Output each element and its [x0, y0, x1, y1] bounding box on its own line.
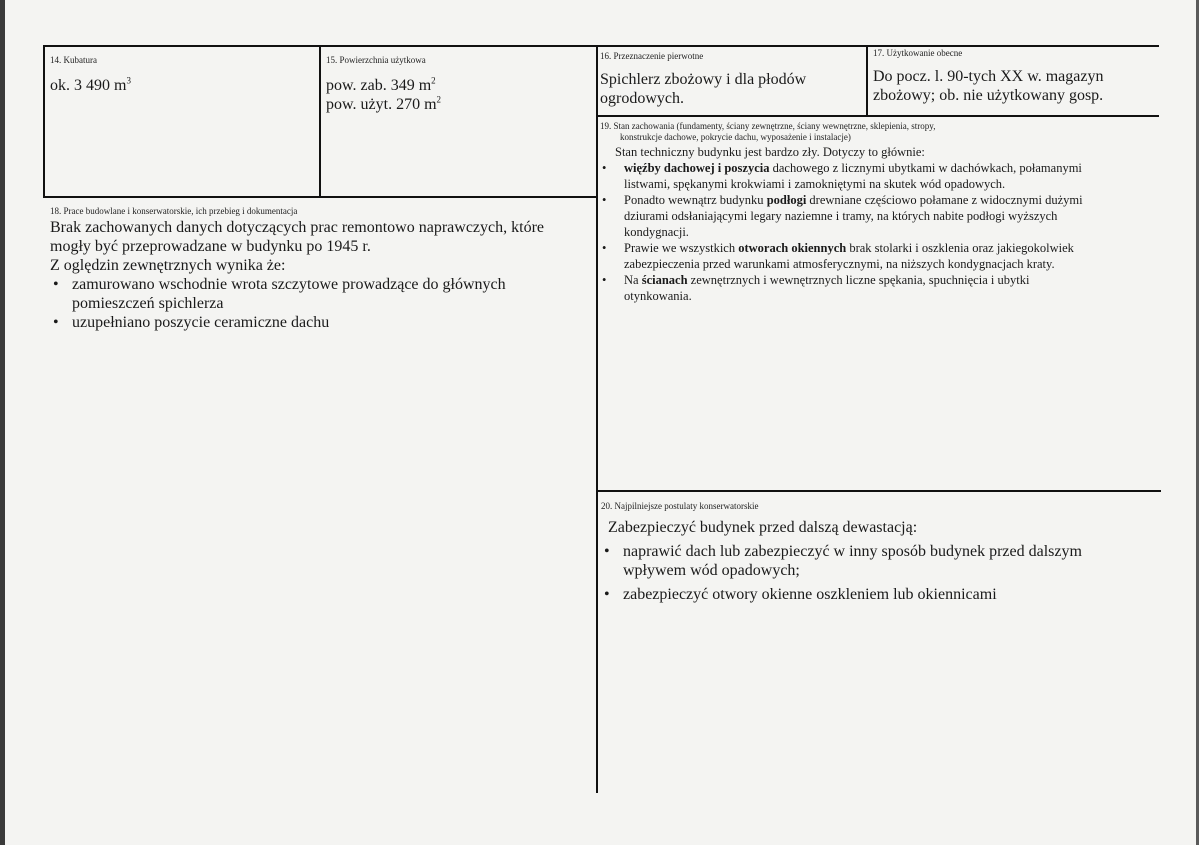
field-15-line1: pow. zab. 349 $m^2$ [326, 75, 436, 94]
field-18-list [50, 275, 590, 332]
field-15-line2: pow. użyt. 270 $m^2$ [326, 94, 442, 113]
field-15-label: 15. Powierzchnia użytkowa [326, 55, 426, 65]
field-19-item-1: • więźby dachowej i poszycia dachowego z licznymi ubytkami w dachówkach, połamanymi listwami, spękanymi krokwiami i zamokniętymi na skutek wód opadowych. [600, 160, 1155, 192]
field-14-label: 14. Kubatura [50, 55, 97, 65]
field-17-value-1: Do pocz. l. 90-tych XX w. magazyn [873, 68, 1104, 85]
field-19-stan [600, 121, 1155, 304]
field-14-kubatura [50, 55, 312, 95]
field-14-value: ok. 3 490 $m^3$ [50, 75, 131, 94]
field-15-powierzchnia [326, 55, 591, 114]
field-18-prace [50, 206, 590, 332]
field-16-value-2: ogrodowych. [600, 90, 684, 107]
field-20-postulaty [601, 501, 1156, 604]
field-16-przeznaczenie [600, 51, 862, 108]
field-16-value-1: Spichlerz zbożowy i dla płodów [600, 71, 807, 88]
field-17-label: 17. Użytkowanie obecne [873, 48, 963, 58]
field-19-label-1: 19. Stan zachowania (fundamenty, ściany zewnętrzne, ściany wewnętrzne, sklepienia, stropy, [600, 121, 936, 131]
field-16-label: 16. Przeznaczenie pierwotne [600, 51, 704, 61]
field-19-item-4: • Na ścianach zewnętrznych i wewnętrznych liczne spękania, spuchnięcia i ubytki otynkowania. [600, 272, 1155, 304]
rule-top [43, 45, 1159, 47]
field-18-text-2: mogły być przeprowadzane w budynku po 1945 r. [50, 238, 371, 255]
rule-18-top [43, 196, 598, 198]
field-20-list [601, 542, 1156, 604]
rule-left [43, 45, 45, 197]
field-20-item-1: • naprawić dach lub zabezpieczyć w inny sposób budynek przed dalszym wpływem wód opadowych; [601, 542, 1156, 580]
rule-15-16 [596, 45, 598, 793]
field-17-value-2: zbożowy; ob. nie użytkowany gosp. [873, 87, 1104, 104]
field-18-label: 18. Prace budowlane i konserwatorskie, ich przebieg i dokumentacja [50, 206, 298, 216]
rule-16-17 [866, 45, 868, 116]
field-19-list [600, 160, 1155, 304]
rule-20-top [597, 490, 1161, 492]
field-20-intro: Zabezpieczyć budynek przed dalszą dewastacją: [608, 519, 918, 536]
field-20-item-2: • zabezpieczyć otwory okienne oszkleniem lub okiennicami [601, 585, 1156, 604]
field-19-item-3: • Prawie we wszystkich otworach okiennych brak stolarki i oszklenia oraz jakiegokolwiek zabezpieczenia przed warunkami atmosferycznymi, na niższych kondygnacjach kraty. [600, 240, 1155, 272]
rule-mid [597, 115, 1159, 117]
scan-edge-left [0, 0, 5, 845]
field-18-item-1: • zamurowano wschodnie wrota szczytowe prowadzące do głównych pomieszczeń spichlerza [50, 275, 590, 313]
field-18-item-2: • uzupełniano poszycie ceramiczne dachu [50, 313, 590, 332]
field-17-uzytkowanie [873, 48, 1158, 105]
field-20-label: 20. Najpilniejsze postulaty konserwatorskie [601, 501, 759, 511]
rule-14-15 [319, 45, 321, 197]
field-19-label-2: konstrukcje dachowe, pokrycie dachu, wyposażenie i instalacje) [620, 132, 851, 142]
field-18-text-1: Brak zachowanych danych dotyczących prac remontowo naprawczych, które [50, 219, 544, 236]
field-19-item-2: • Ponadto wewnątrz budynku podłogi drewniane częściowo połamane z widocznymi dużymi dziurami odsłaniającymi legary naziemne i tramy, na których nabite podłogi wyższych kondygnacji. [600, 192, 1155, 240]
field-19-intro: Stan techniczny budynku jest bardzo zły. Dotyczy to głównie: [615, 145, 925, 159]
field-18-text-3: Z oględzin zewnętrznych wynika że: [50, 257, 286, 274]
